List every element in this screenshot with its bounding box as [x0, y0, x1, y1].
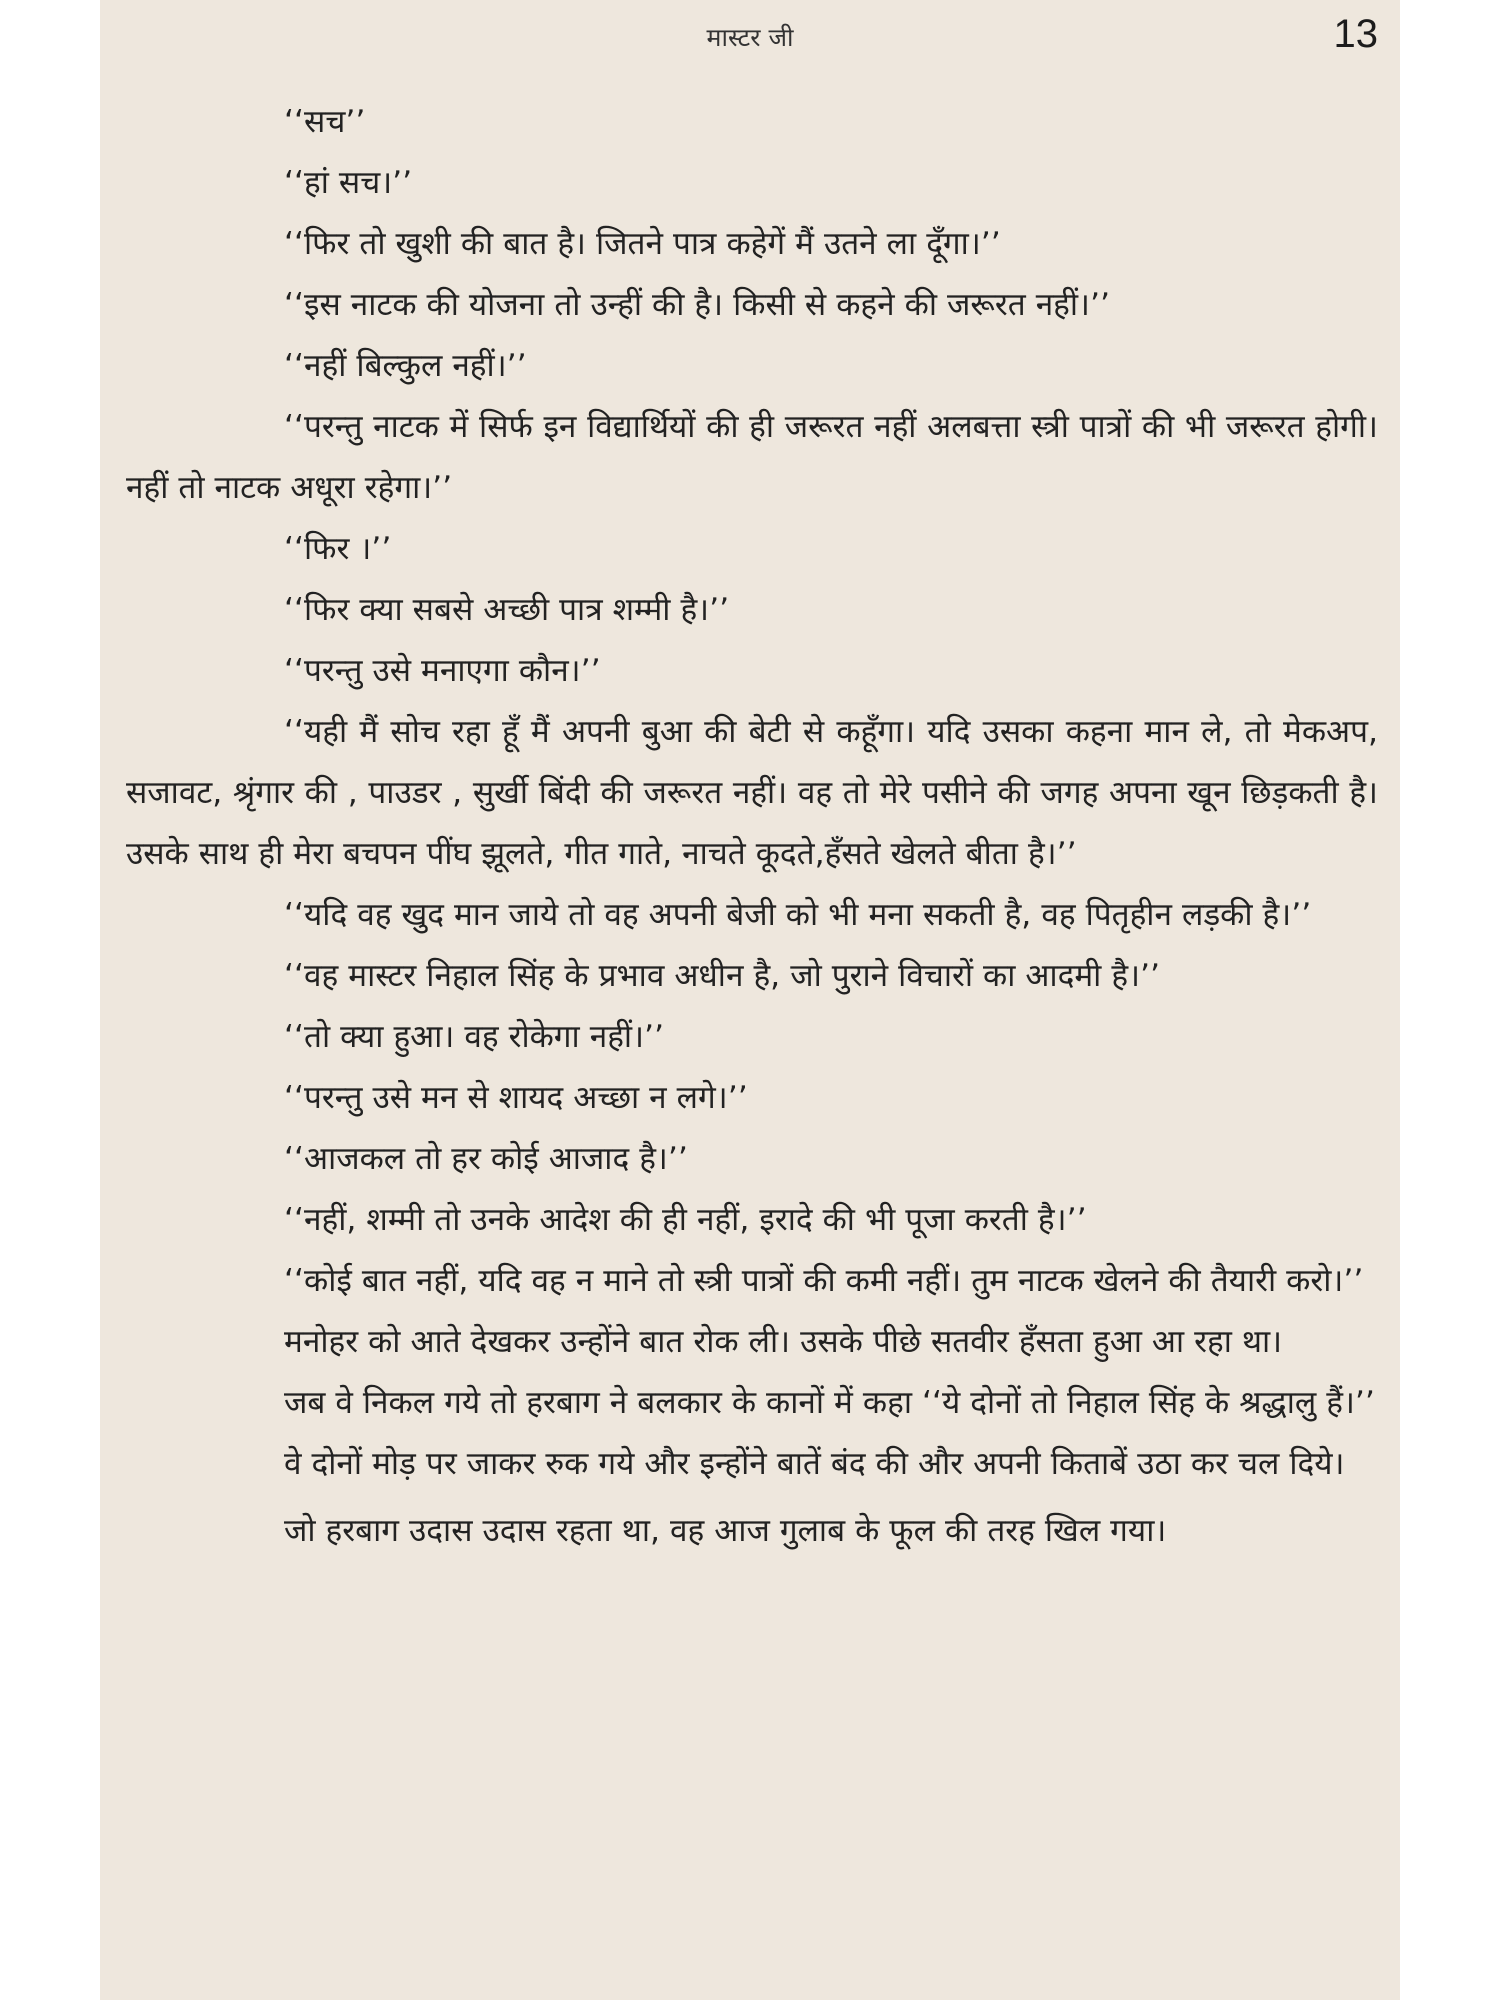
running-head: मास्टर जी: [706, 23, 794, 52]
paragraph: ‘‘सच’’: [284, 104, 366, 140]
paragraph: ‘‘नहीं, शम्मी तो उनके आदेश की ही नहीं, इरादे की भी पूजा करती है।’’: [284, 1202, 1087, 1238]
paragraph: ‘‘हां सच।’’: [284, 165, 413, 201]
paragraph: ‘‘वह मास्टर निहाल सिंह के प्रभाव अधीन है, जो पुराने विचारों का आदमी है।’’: [284, 958, 1161, 994]
paragraph: ‘‘यदि वह खुद मान जाये तो वह अपनी बेजी को भी मना सकती है, वह पितृहीन लड़की है।’’: [284, 897, 1312, 933]
paragraph: जो हरबाग उदास उदास रहता था, वह आज गुलाब के फूल की तरह खिल गया।: [284, 1513, 1167, 1549]
paragraph: जब वे निकल गये तो हरबाग ने बलकार के कानों में कहा ‘‘ये दोनों तो निहाल सिंह के श्रद्धालु हैं।’’: [284, 1385, 1375, 1421]
paragraph: ‘‘कोई बात नहीं, यदि वह न माने तो स्त्री पात्रों की कमी नहीं। तुम नाटक खेलने की तैयारी करो।’’: [284, 1263, 1364, 1299]
paragraph: वे दोनों मोड़ पर जाकर रुक गये और इन्होंने बातें बंद की और अपनी किताबें उठा कर चल दिये।: [284, 1446, 1345, 1482]
book-page: [100, 0, 1400, 2000]
paragraph: ‘‘परन्तु उसे मनाएगा कौन।’’: [284, 653, 601, 689]
page-number: 13: [1333, 12, 1378, 56]
paragraph: ‘‘यही मैं सोच रहा हूँ मैं अपनी बुआ की बेटी से कहूँगा। यदि उसका कहना मान ले, तो मेकअप, सजावट, श्रृंगार की , पाउडर , सुर्खी बिंदी की जरूरत नहीं। वह तो मेरे पसीने की जगह अपना खून छिड़कती है। उसके साथ ही मेरा बचपन पींघ झूलते, गीत गाते, नाचते कूदते,हँसते खेलते बीता है।’’: [126, 714, 1378, 872]
paragraph: ‘‘नहीं बिल्कुल नहीं।’’: [284, 348, 527, 384]
paragraph: ‘‘फिर तो खुशी की बात है। जितने पात्र कहेगें मैं उतने ला दूँगा।’’: [284, 226, 1001, 262]
paragraph: मनोहर को आते देखकर उन्होंने बात रोक ली। उसके पीछे सतवीर हँसता हुआ आ रहा था।: [284, 1324, 1283, 1360]
paragraph: ‘‘आजकल तो हर कोई आजाद है।’’: [284, 1141, 688, 1177]
paragraph: ‘‘इस नाटक की योजना तो उन्हीं की है। किसी से कहने की जरूरत नहीं।’’: [284, 287, 1111, 323]
paragraph: ‘‘तो क्या हुआ। वह रोकेगा नहीं।’’: [284, 1019, 665, 1055]
paragraph: ‘‘फिर क्या सबसे अच्छी पात्र शम्मी है।’’: [284, 592, 730, 628]
paragraph: ‘‘परन्तु नाटक में सिर्फ इन विद्यार्थियों की ही जरूरत नहीं अलबत्ता स्त्री पात्रों की भी जरूरत होगी। नहीं तो नाटक अधूरा रहेगा।’’: [126, 409, 1378, 506]
paragraph: ‘‘फिर ।’’: [284, 531, 392, 567]
body-text: [126, 92, 1378, 1562]
paragraph: ‘‘परन्तु उसे मन से शायद अच्छा न लगे।’’: [284, 1080, 748, 1116]
